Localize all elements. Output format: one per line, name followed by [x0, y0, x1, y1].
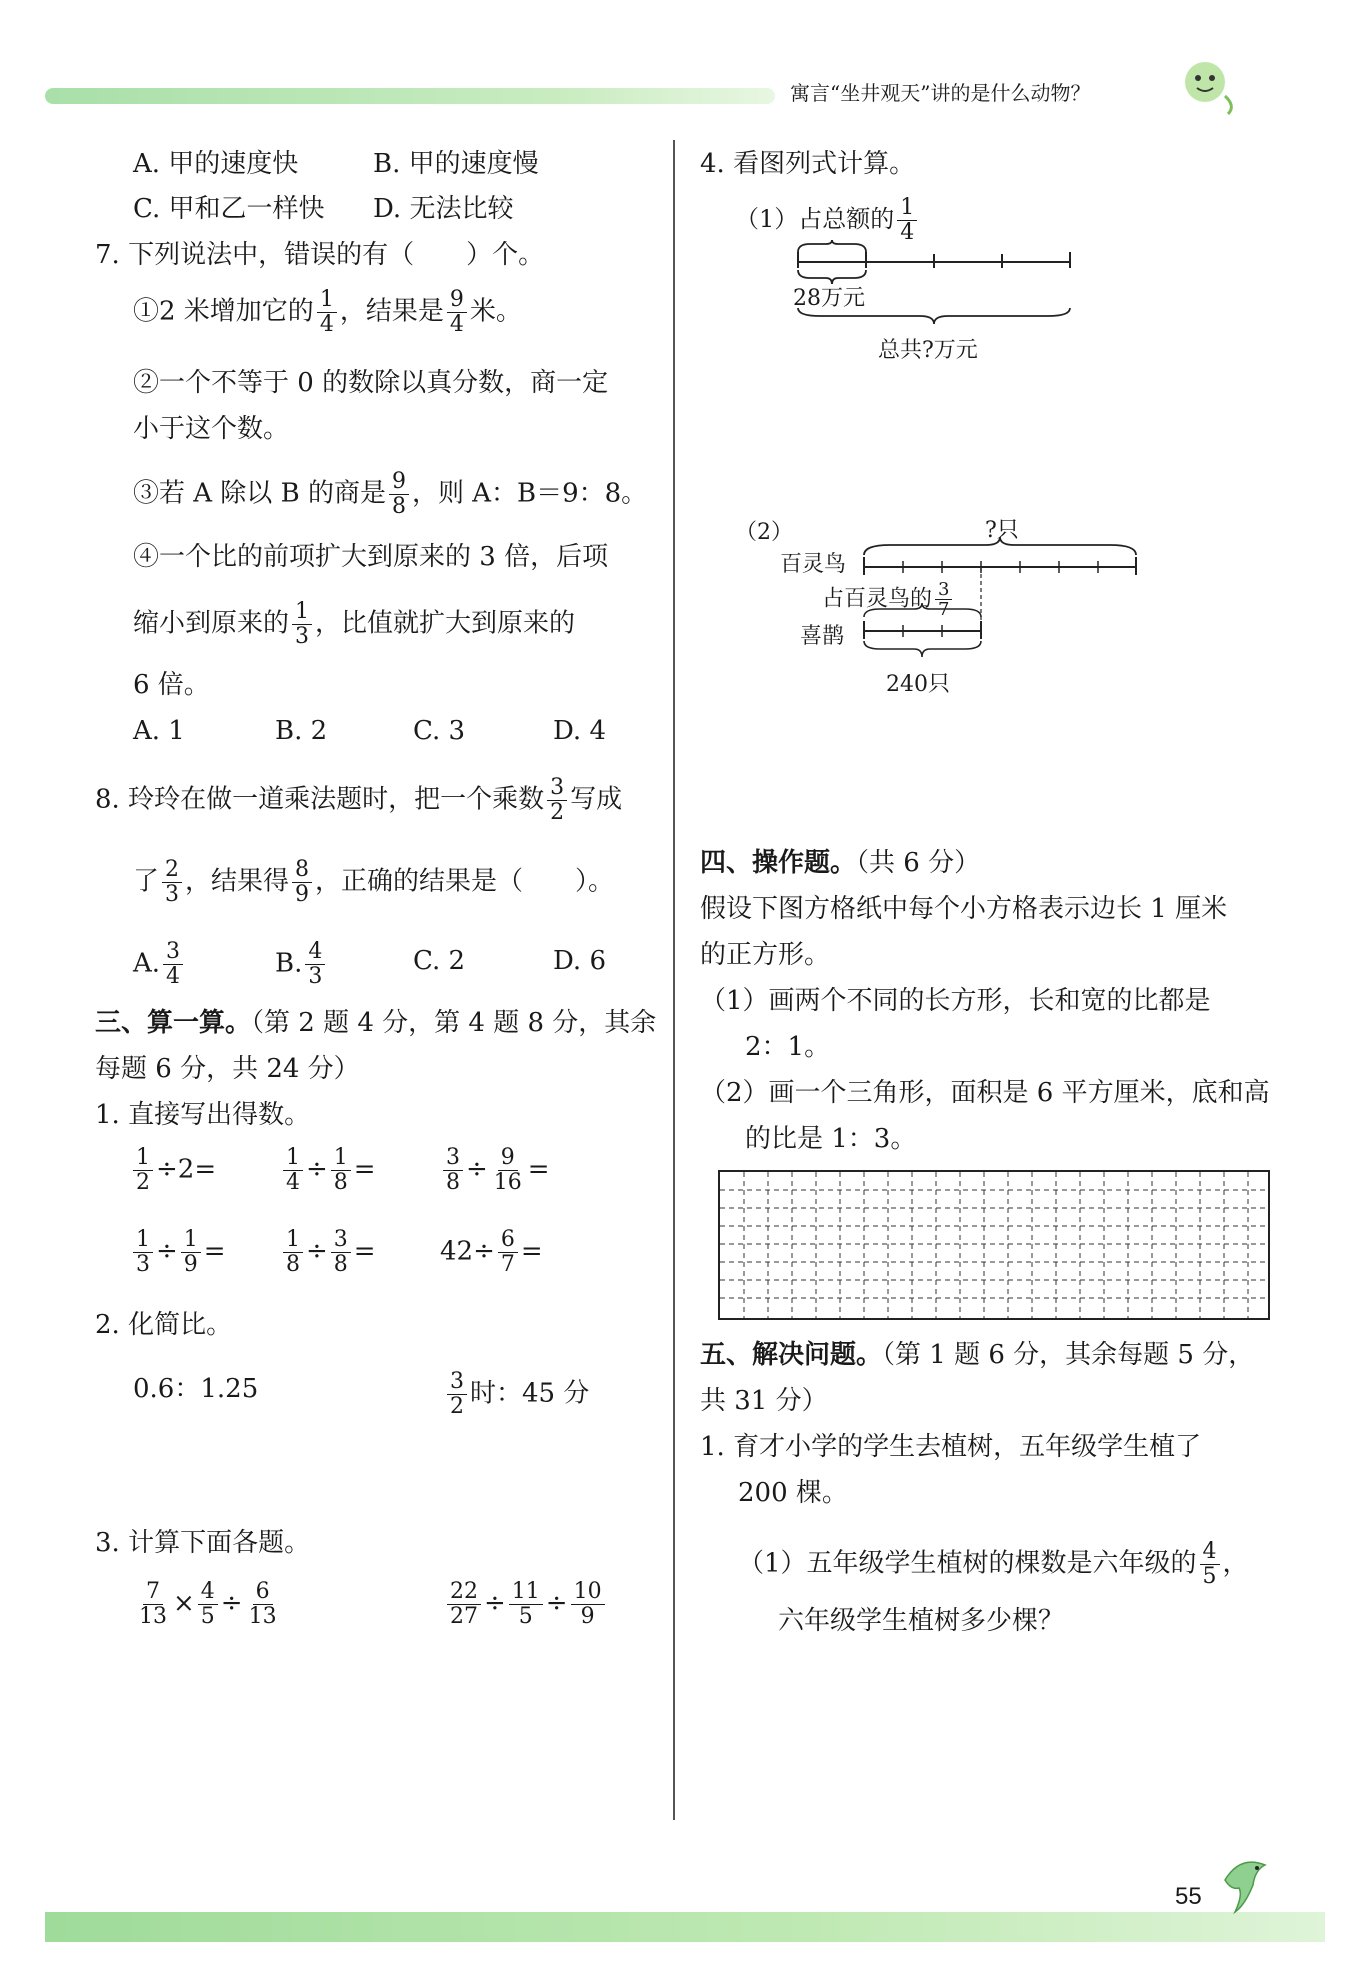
s3-q3: 3. 计算下面各题。 — [95, 1528, 311, 1558]
s4-item-2b: 的比是 1：3。 — [745, 1124, 917, 1154]
s3-q1: 1. 直接写出得数。 — [95, 1100, 311, 1130]
diagram-1-amount: 28万元 — [793, 286, 865, 311]
section-4-heading: 四、操作题。（共 6 分） — [700, 848, 981, 878]
q8-option-d: D. 6 — [553, 946, 606, 976]
s4-item-1b: 2：1。 — [745, 1032, 831, 1062]
q7-statement-1: ①2 米增加它的 $\frac{1}{4}$ ，结果是 $\frac{9}{4}$ 米。 — [133, 287, 522, 337]
q7-option-a: A. 1 — [133, 716, 185, 746]
q6-option-d: D. 无法比较 — [373, 194, 514, 224]
q6-option-a: A. 甲的速度快 — [133, 149, 299, 179]
diagram-2-number: （2） — [735, 520, 793, 545]
q8-option-c: C. 2 — [413, 946, 466, 976]
section-5-note: 共 31 分） — [700, 1386, 828, 1416]
q7-statement-4d: 6 倍。 — [133, 670, 210, 700]
diagram-2-fraction-label: 占百灵鸟的 $\frac{3}{7}$ — [822, 580, 955, 619]
q7-statement-3: ③若 A 除以 B 的商是 $\frac{9}{8}$ ，则 A：B＝9：8。 — [133, 469, 648, 519]
section-5-heading: 五、解决问题。（第 1 题 6 分，其余每题 5 分， — [700, 1340, 1255, 1370]
s5-q1b: 200 棵。 — [738, 1478, 848, 1508]
expr-6: 42÷ $\frac{6}{7}$ = — [440, 1227, 543, 1277]
q6-option-c: C. 甲和乙一样快 — [133, 194, 325, 224]
q7-option-c: C. 3 — [413, 716, 466, 746]
section-3-heading: 三、算一算。（第 2 题 4 分，第 4 题 8 分，其余 — [95, 1008, 657, 1038]
diagram-1-label: （1）占总额的 $\frac{1}{4}$ — [735, 196, 920, 245]
q8-line-2: 了 $\frac{2}{3}$ ，结果得 $\frac{8}{9}$ ，正确的结果是（ ）。 — [133, 857, 615, 907]
page-number: 55 — [1175, 1883, 1202, 1910]
expr-5: $\frac{1}{8}$ ÷ $\frac{3}{8}$ = — [280, 1228, 376, 1277]
s5-part-1-question: 六年级学生植树多少棵？ — [778, 1606, 1065, 1636]
grid-lines — [720, 1172, 1268, 1318]
q7-option-d: D. 4 — [553, 716, 606, 746]
footer-band — [45, 1912, 1325, 1942]
s3-q2: 2. 化简比。 — [95, 1310, 233, 1340]
expr-3: $\frac{3}{8}$ ÷ $\frac{9}{16}$ = — [440, 1146, 550, 1195]
q7-stem: 7. 下列说法中，错误的有（ ）个。 — [95, 240, 545, 270]
q7-statement-2b: 小于这个数。 — [133, 414, 290, 444]
s4-paragraph-2: 的正方形。 — [700, 940, 831, 970]
diagram-2-lark-label: 百灵鸟 — [780, 552, 847, 577]
s3-q2-ratio-b: $\frac{3}{2}$ 时：45 分 — [444, 1370, 589, 1419]
q7-statement-4a: ④一个比的前项扩大到原来的 3 倍，后项 — [133, 542, 609, 572]
s4-item-2a: （2）画一个三角形，面积是 6 平方厘米，底和高 — [700, 1078, 1270, 1108]
expr-4: $\frac{1}{3}$ ÷ $\frac{1}{9}$ = — [130, 1228, 226, 1277]
diagram-2-question: ?只 — [985, 518, 1019, 543]
s4-paragraph-1: 假设下图方格纸中每个小方格表示边长 1 厘米 — [700, 894, 1228, 924]
q8-line-1: 8. 玲玲在做一道乘法题时，把一个乘数 $\frac{3}{2}$ 写成 — [95, 775, 623, 825]
header-riddle: 寓言“坐井观天”讲的是什么动物？ — [790, 81, 1091, 105]
section-3-note: 每题 6 分，共 24 分） — [95, 1054, 360, 1084]
grid-paper[interactable] — [718, 1170, 1270, 1320]
q7-option-b: B. 2 — [275, 716, 328, 746]
diagram-1-total: 总共?万元 — [878, 338, 978, 363]
s3-q1-expressions — [130, 1146, 630, 1286]
column-divider — [673, 140, 675, 1820]
s3-q3-expr-1: $\frac{7}{13}$ × $\frac{4}{5}$ ÷ $\frac{6}{13}$ — [139, 1579, 277, 1629]
s5-part-1: （1）五年级学生植树的棵数是六年级的 $\frac{4}{5}$ ， — [738, 1539, 1249, 1589]
q6-option-b: B. 甲的速度慢 — [373, 149, 539, 179]
dolphin-icon — [1215, 1850, 1275, 1920]
diagram-2-magpie-label: 喜鹊 — [800, 624, 845, 649]
q7-statement-4b: 缩小到原来的 $\frac{1}{3}$ ，比值就扩大到原来的 — [133, 599, 576, 649]
monkey-logo-icon — [1170, 56, 1240, 116]
s3-q3-expr-2: $\frac{22}{27}$ ÷ $\frac{11}{5}$ ÷ $\frac{10}{9}$ — [444, 1580, 608, 1629]
q8-option-a: A. $\frac{3}{4}$ — [133, 940, 186, 989]
header-band — [45, 88, 775, 104]
s4-item-1a: （1）画两个不同的长方形，长和宽的比都是 — [700, 986, 1211, 1016]
diagram-2-bars — [860, 535, 1140, 675]
s3-q2-ratio-a: 0.6：1.25 — [133, 1374, 259, 1404]
q4-stem: 4. 看图列式计算。 — [700, 149, 916, 179]
q7-statement-2a: ②一个不等于 0 的数除以真分数，商一定 — [133, 368, 609, 398]
s5-q1a: 1. 育才小学的学生去植树，五年级学生植了 — [700, 1432, 1202, 1462]
expr-1: $\frac{1}{2}$ ÷2= — [130, 1146, 216, 1195]
diagram-2-amount: 240只 — [886, 672, 950, 697]
q8-option-b: B. $\frac{4}{3}$ — [275, 940, 328, 989]
expr-2: $\frac{1}{4}$ ÷ $\frac{1}{8}$ = — [280, 1146, 376, 1195]
